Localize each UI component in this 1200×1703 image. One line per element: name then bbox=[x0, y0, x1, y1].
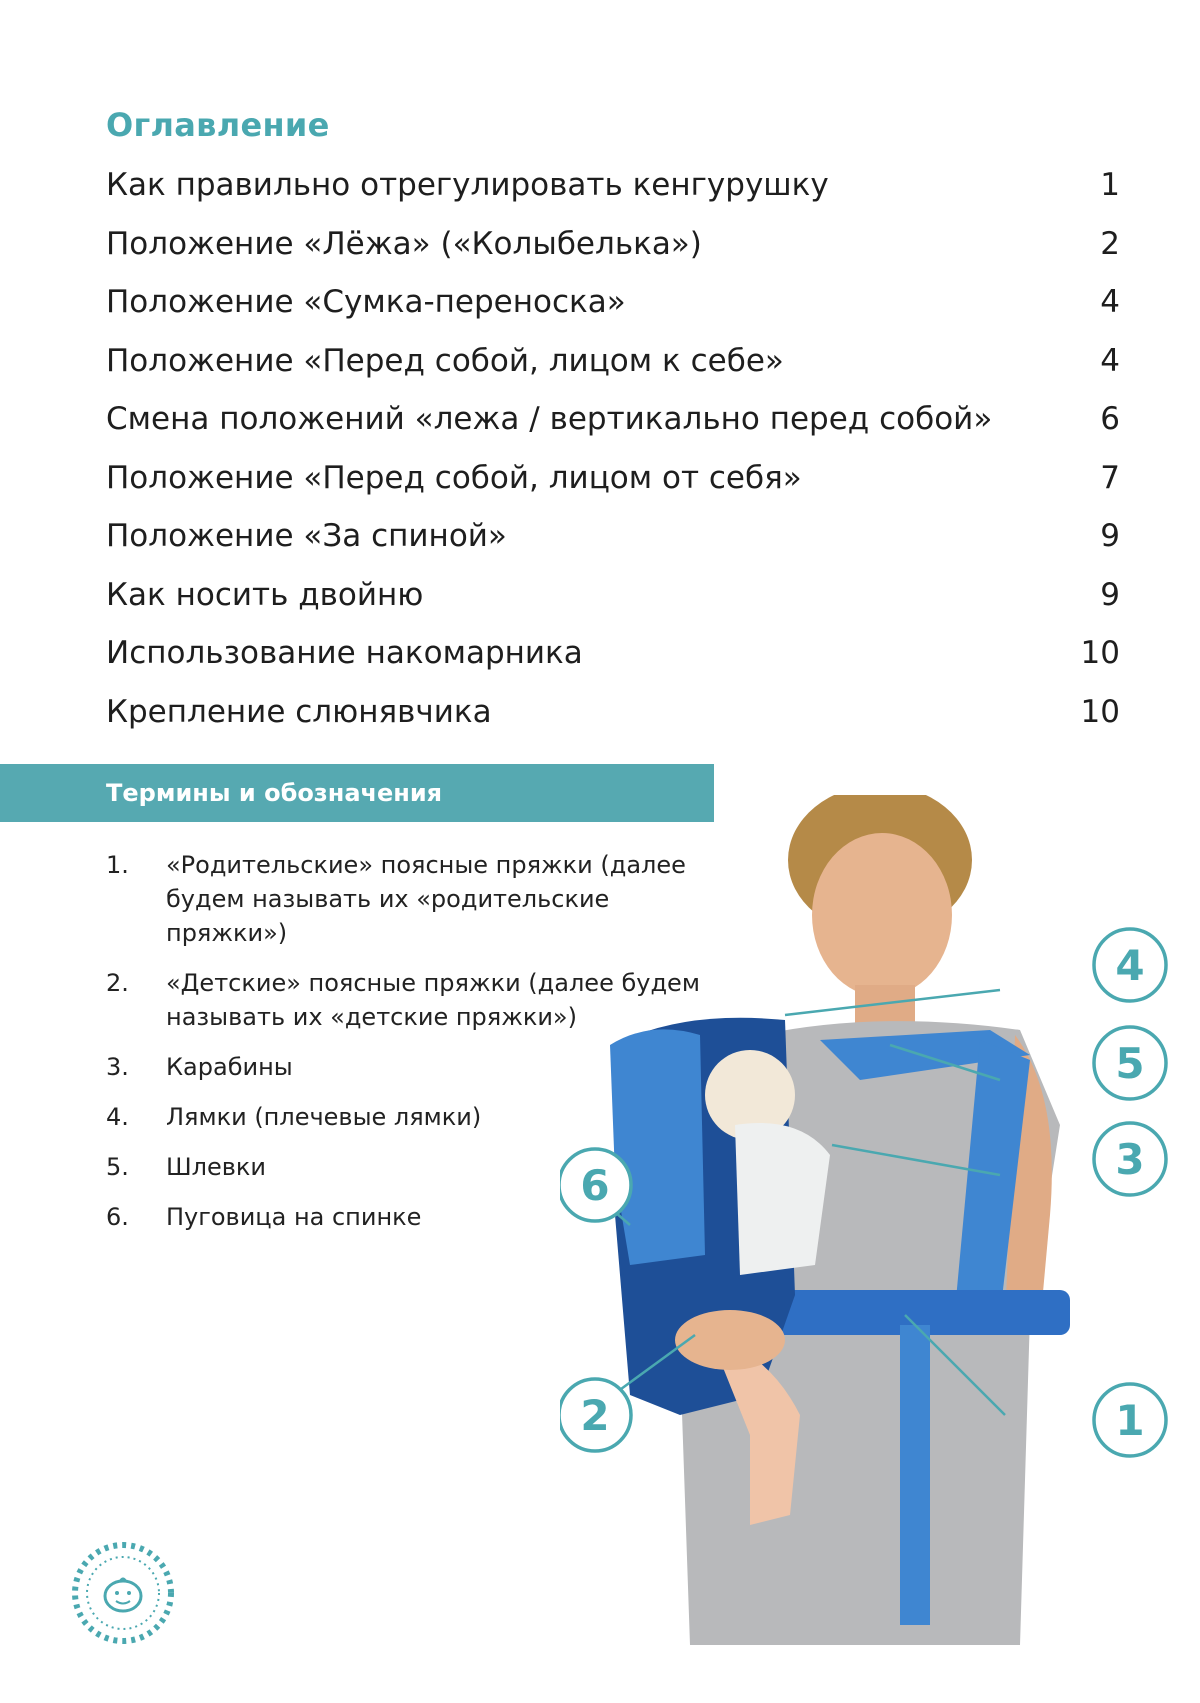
woman-hand bbox=[675, 1310, 785, 1370]
term-number: 4. bbox=[106, 1103, 129, 1131]
toc-item-page: 10 bbox=[1080, 635, 1120, 672]
toc-item-title: Положение «Сумка-переноска» bbox=[106, 284, 626, 321]
toc-item[interactable] bbox=[106, 215, 1120, 274]
callout-2 bbox=[560, 1379, 631, 1451]
brand-logo-icon bbox=[68, 1538, 178, 1648]
term-text: Шлевки bbox=[166, 1153, 267, 1181]
woman-face bbox=[812, 833, 952, 997]
toc-item-title: Положение «Перед собой, лицом к себе» bbox=[106, 342, 784, 379]
toc-item[interactable] bbox=[106, 390, 1120, 449]
term-text: «Родительские» поясные пряжки (далее будем называть их «родительские пряжки») bbox=[166, 851, 686, 947]
term-text: «Детские» поясные пряжки (далее будем называть их «детские пряжки») bbox=[166, 969, 700, 1031]
toc-item-page: 4 bbox=[1100, 284, 1120, 321]
toc-item-title: Как правильно отрегулировать кенгурушку bbox=[106, 167, 829, 204]
toc-item[interactable] bbox=[106, 449, 1120, 508]
toc-item[interactable] bbox=[106, 507, 1120, 566]
toc-item-page: 2 bbox=[1100, 225, 1120, 262]
toc-item-title: Как носить двойню bbox=[106, 576, 424, 613]
toc-item[interactable] bbox=[106, 332, 1120, 391]
callout-number: 1 bbox=[1115, 1396, 1145, 1445]
toc-item-title: Крепление слюнявчика bbox=[106, 693, 492, 730]
callout-number: 2 bbox=[580, 1391, 610, 1440]
toc-item[interactable] bbox=[106, 566, 1120, 625]
callout-3 bbox=[1094, 1123, 1166, 1195]
toc-item-title: Смена положений «лежа / вертикально перед собой» bbox=[106, 401, 993, 438]
table-of-contents bbox=[106, 156, 1120, 741]
callout-4 bbox=[1094, 929, 1166, 1001]
term-number: 2. bbox=[106, 969, 129, 997]
toc-item[interactable] bbox=[106, 156, 1120, 215]
callout-number: 5 bbox=[1115, 1039, 1145, 1088]
term-number: 5. bbox=[106, 1153, 129, 1181]
term-text: Пуговица на спинке bbox=[166, 1203, 422, 1231]
toc-item-page: 6 bbox=[1100, 401, 1120, 438]
hip-strap-hanging bbox=[900, 1325, 930, 1625]
toc-item-page: 4 bbox=[1100, 342, 1120, 379]
callout-6 bbox=[560, 1149, 631, 1221]
terms-heading-banner: Термины и обозначения bbox=[0, 764, 714, 822]
term-number: 3. bbox=[106, 1053, 129, 1081]
toc-item-title: Положение «Перед собой, лицом от себя» bbox=[106, 459, 802, 496]
carrier-illustration bbox=[560, 795, 1200, 1645]
toc-heading: Оглавление bbox=[106, 106, 330, 144]
term-text: Лямки (плечевые лямки) bbox=[166, 1103, 482, 1131]
term-text: Карабины bbox=[166, 1053, 293, 1081]
toc-item[interactable] bbox=[106, 624, 1120, 683]
term-number: 6. bbox=[106, 1203, 129, 1231]
toc-item-title: Использование накомарника bbox=[106, 635, 583, 672]
callout-number: 6 bbox=[580, 1161, 610, 1210]
callout-number: 3 bbox=[1115, 1135, 1145, 1184]
toc-item-page: 9 bbox=[1100, 518, 1120, 555]
baby-body bbox=[735, 1123, 830, 1275]
toc-item-page: 1 bbox=[1100, 167, 1120, 204]
toc-item[interactable] bbox=[106, 273, 1120, 332]
toc-item-title: Положение «Лёжа» («Колыбелька») bbox=[106, 225, 702, 262]
carrier-hood bbox=[610, 1029, 705, 1265]
term-number: 1. bbox=[106, 851, 129, 879]
toc-item-page: 9 bbox=[1100, 576, 1120, 613]
toc-item[interactable] bbox=[106, 683, 1120, 742]
callout-5 bbox=[1094, 1027, 1166, 1099]
callout-number: 4 bbox=[1115, 941, 1145, 990]
toc-item-page: 7 bbox=[1100, 459, 1120, 496]
toc-item-page: 10 bbox=[1080, 693, 1120, 730]
toc-item-title: Положение «За спиной» bbox=[106, 518, 507, 555]
callout-1 bbox=[1094, 1384, 1166, 1456]
